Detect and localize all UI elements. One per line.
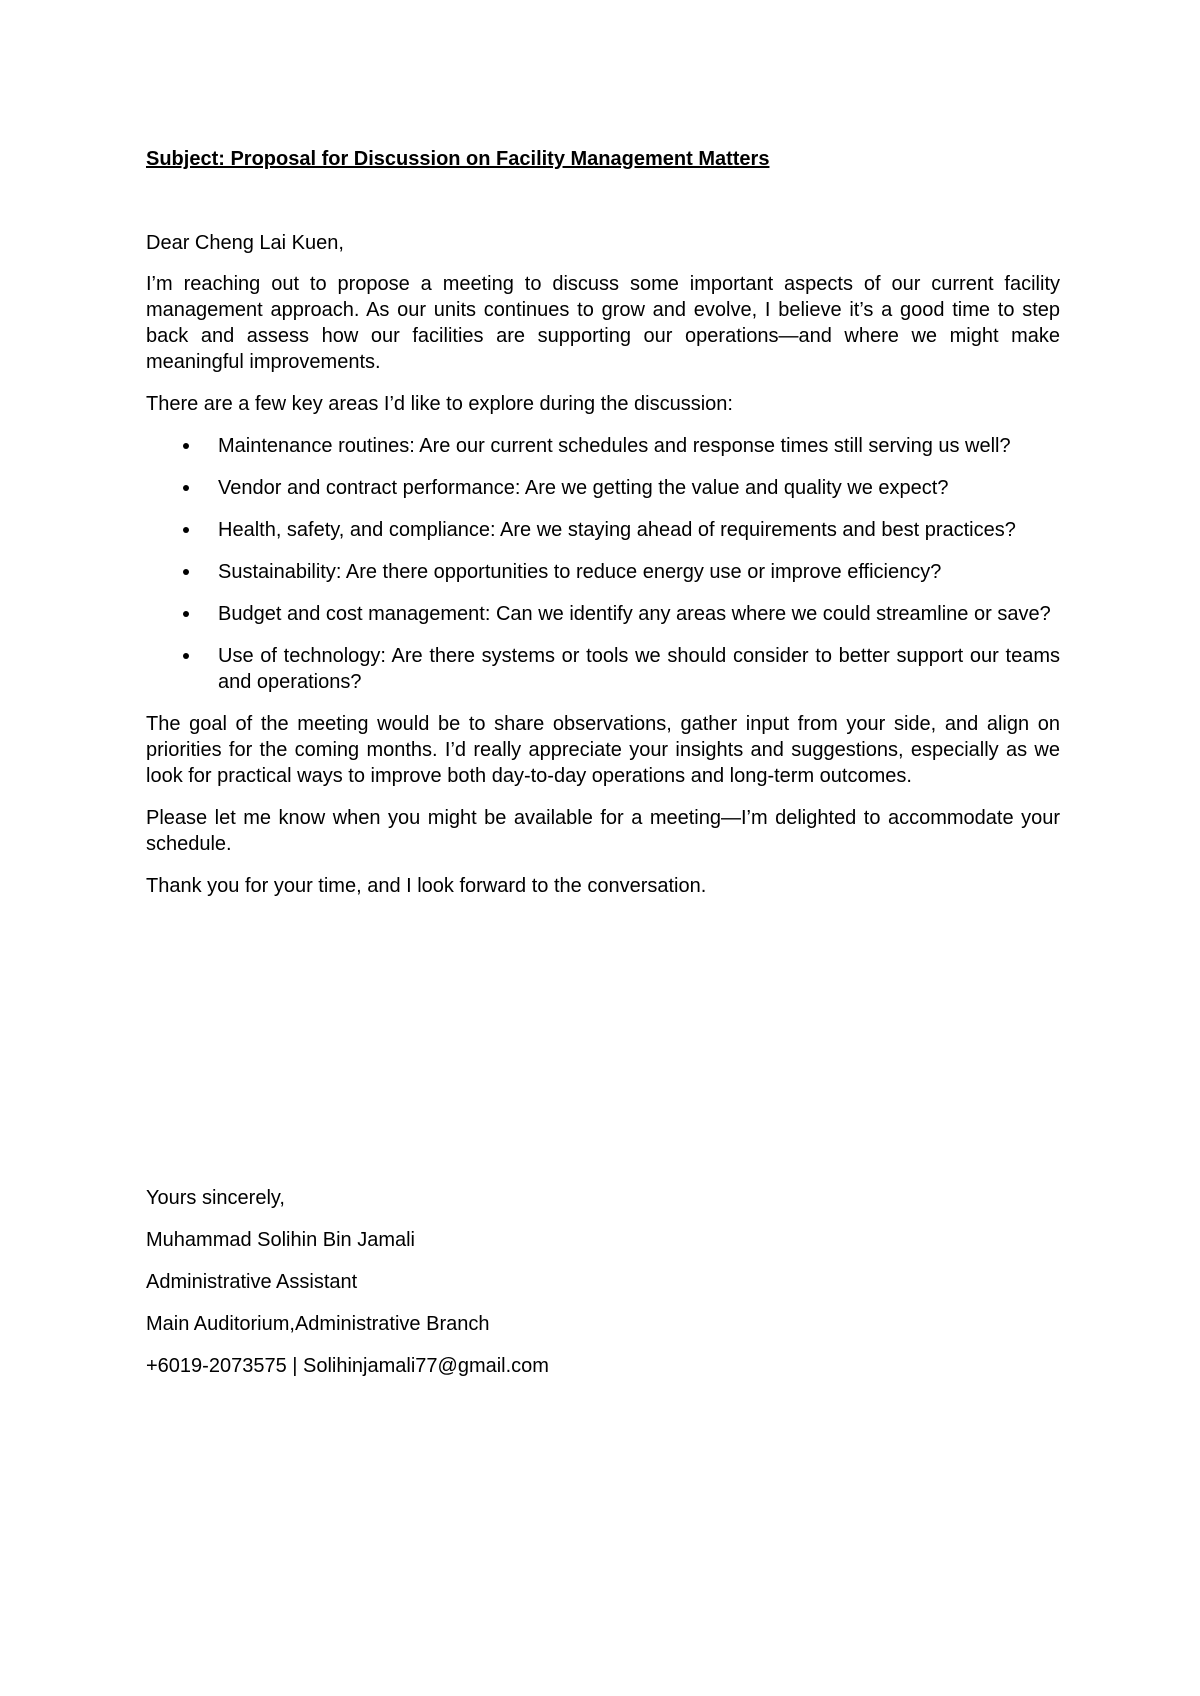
sender-title: Administrative Assistant (146, 1271, 358, 1293)
goal-paragraph: The goal of the meeting would be to share observations, gather input from your side, and align on priorities for the coming months. I’d really appreciate your insights and suggestions, especially as we look for practical ways to improve both day-to-day operations and long-term outcomes. (146, 713, 1060, 787)
intro-paragraph: I’m reaching out to propose a meeting to discuss some important aspects of our current facility management approach. As our units continues to grow and evolve, I believe it’s a good time to step back and assess how our facilities are supporting our operations—and where we might make meaningful improvements. (146, 273, 1060, 373)
sender-contact: +6019-2073575 | Solihinjamali77@gmail.com (146, 1355, 549, 1377)
key-areas-list (146, 433, 1060, 695)
bullet-icon (183, 527, 189, 533)
salutation: Dear Cheng Lai Kuen, (146, 232, 344, 254)
list-item-text: Maintenance routines: Are our current schedules and response times still serving us well? (218, 435, 1011, 457)
signature-block (146, 1185, 1060, 1395)
bullet-icon (183, 569, 189, 575)
list-item (146, 433, 1060, 459)
list-item (146, 517, 1060, 543)
subject-line: Subject: Proposal for Discussion on Facility Management Matters (146, 148, 770, 170)
sender-name: Muhammad Solihin Bin Jamali (146, 1229, 416, 1251)
bullet-icon (183, 611, 189, 617)
sender-department: Main Auditorium,Administrative Branch (146, 1313, 490, 1335)
list-item-text: Use of technology: Are there systems or tools we should consider to better support our teams and operations? (218, 645, 1060, 693)
list-item (146, 643, 1060, 695)
bullet-icon (183, 653, 189, 659)
list-item-text: Budget and cost management: Can we identify any areas where we could streamline or save? (218, 603, 1051, 625)
list-item (146, 601, 1060, 627)
bullet-icon (183, 443, 189, 449)
list-item-text: Sustainability: Are there opportunities to reduce energy use or improve efficiency? (218, 561, 942, 583)
closing: Yours sincerely, (146, 1187, 285, 1209)
list-item-text: Vendor and contract performance: Are we getting the value and quality we expect? (218, 477, 949, 499)
areas-intro-paragraph: There are a few key areas I’d like to explore during the discussion: (146, 393, 733, 415)
list-item-text: Health, safety, and compliance: Are we staying ahead of requirements and best practices? (218, 519, 1016, 541)
thanks-paragraph: Thank you for your time, and I look forward to the conversation. (146, 875, 707, 897)
letter-content (146, 271, 1060, 915)
bullet-icon (183, 485, 189, 491)
availability-paragraph: Please let me know when you might be available for a meeting—I’m delighted to accommodate your schedule. (146, 807, 1060, 855)
list-item (146, 475, 1060, 501)
list-item (146, 559, 1060, 585)
